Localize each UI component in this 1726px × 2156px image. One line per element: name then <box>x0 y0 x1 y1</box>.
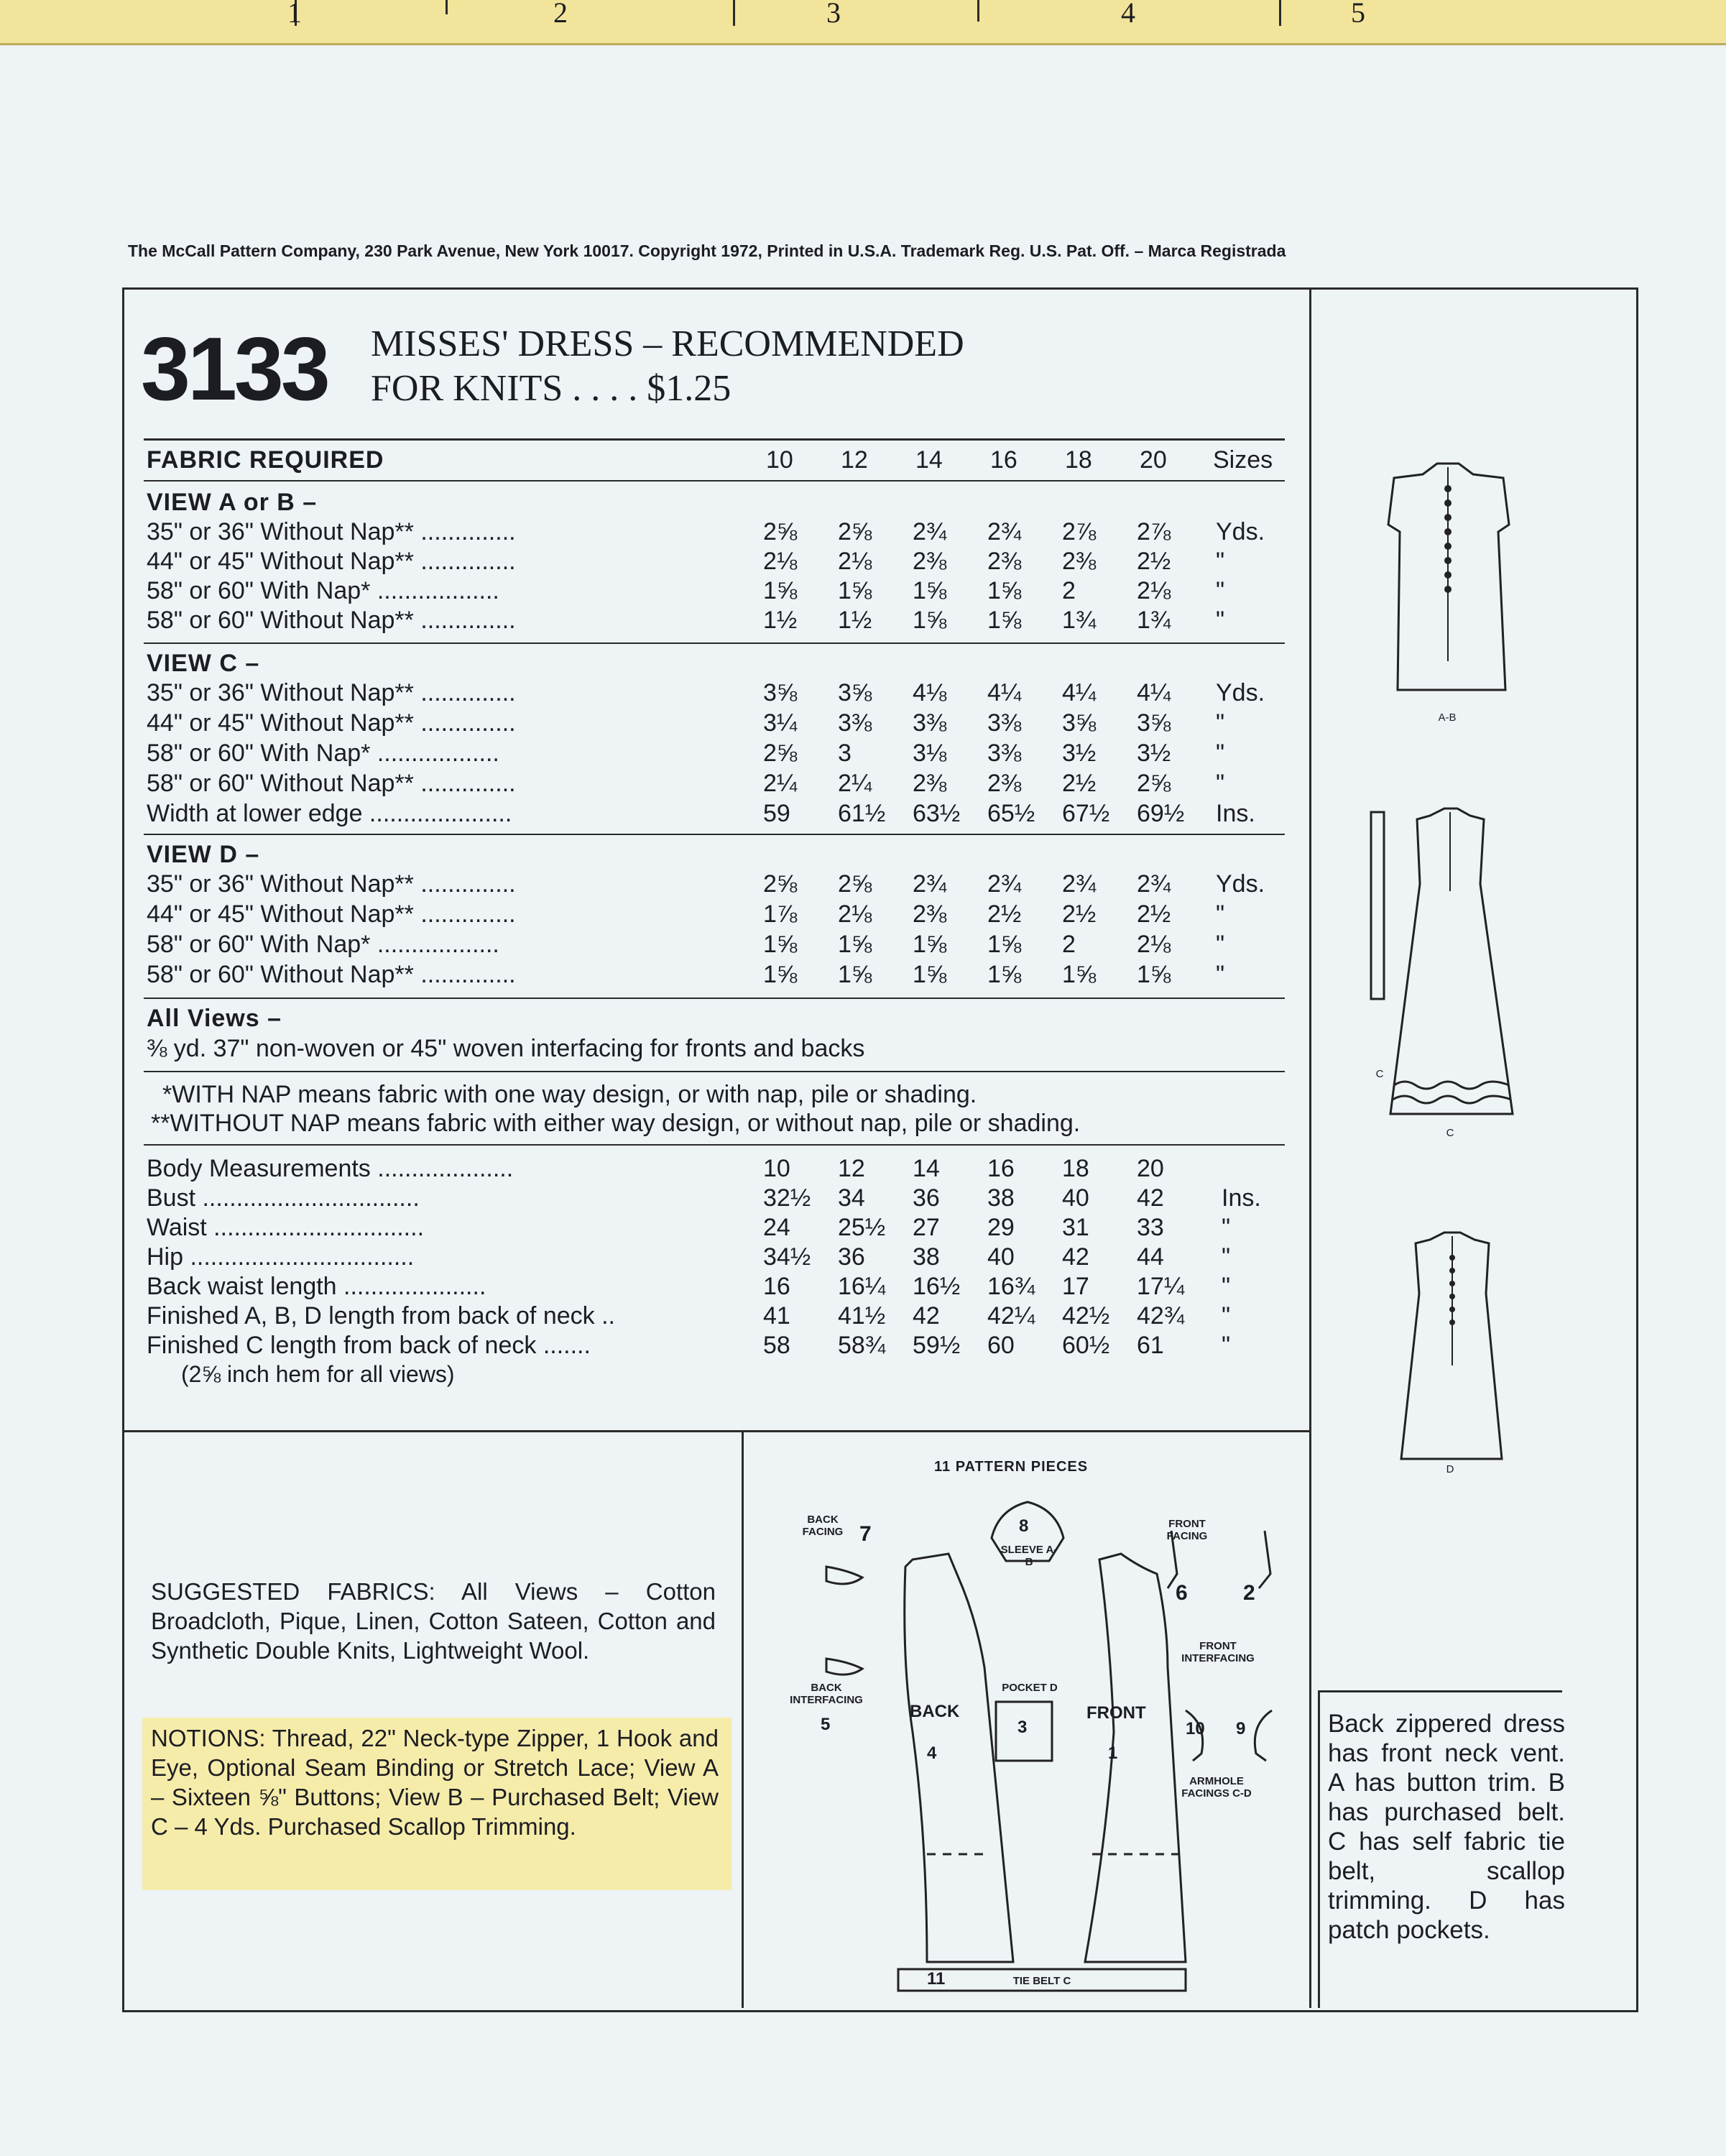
unit-cell: " <box>1216 548 1225 575</box>
unit-cell: Yds. <box>1216 679 1265 706</box>
value-cell: 38 <box>913 1243 940 1271</box>
value-cell: 2⅜ <box>987 770 1022 797</box>
button-icon <box>1449 1281 1455 1286</box>
value-cell: 1⅝ <box>987 961 1022 988</box>
sizes-label: Sizes <box>1213 446 1273 474</box>
value-cell: 2¾ <box>1062 870 1097 898</box>
value-cell: 3½ <box>1137 740 1171 767</box>
table-rule <box>144 1071 1285 1072</box>
value-cell: 3⅛ <box>913 740 947 767</box>
value-cell: 2⅝ <box>838 870 872 898</box>
value-cell: 1⅝ <box>913 577 947 604</box>
value-cell: 17¼ <box>1137 1273 1185 1300</box>
unit-cell: Ins. <box>1222 1184 1261 1212</box>
value-cell: 16½ <box>913 1273 961 1300</box>
with-nap-note: *WITH NAP means fabric with one way design, or with nap, pile or shading. <box>162 1081 977 1108</box>
value-cell: 1⅝ <box>763 577 798 604</box>
pattern-pieces-title: 11 PATTERN PIECES <box>934 1459 1089 1475</box>
button-icon <box>1444 485 1452 492</box>
value-cell: 3⅜ <box>838 709 872 737</box>
value-cell: 16 <box>763 1273 790 1300</box>
ruler-number: 3 <box>826 0 841 29</box>
row-label: 44" or 45" Without Nap** .............. <box>147 900 516 928</box>
unit-cell: " <box>1222 1302 1231 1330</box>
value-cell: 27 <box>913 1214 940 1241</box>
value-cell: 1½ <box>838 607 872 634</box>
unit-cell: " <box>1222 1243 1231 1271</box>
value-cell: 60 <box>987 1332 1015 1359</box>
value-cell: 38 <box>987 1184 1015 1212</box>
value-cell: 4¼ <box>1062 679 1097 706</box>
row-label: Finished C length from back of neck ....... <box>147 1332 591 1359</box>
tie-belt-label: TIE BELT C <box>1012 1975 1071 1987</box>
value-cell: 1⅝ <box>838 961 872 988</box>
value-cell: 3½ <box>1062 740 1097 767</box>
view-ab-title: VIEW A or B – <box>147 489 318 516</box>
value-cell: 1⅝ <box>1137 961 1171 988</box>
button-icon <box>1444 499 1452 507</box>
value-cell: 16 <box>987 1155 1015 1182</box>
value-cell: 1⅝ <box>763 931 798 958</box>
value-cell: 25½ <box>838 1214 886 1241</box>
value-cell: 59 <box>763 800 790 827</box>
value-cell: 42½ <box>1062 1302 1110 1330</box>
unit-cell: " <box>1216 709 1225 737</box>
value-cell: 2⅛ <box>838 548 872 575</box>
back-interfacing-label: BACK INTERFACING <box>790 1682 863 1706</box>
value-cell: 17 <box>1062 1273 1089 1300</box>
value-cell: 2¼ <box>838 770 872 797</box>
row-label: Waist ............................... <box>147 1214 425 1241</box>
value-cell: 2½ <box>1137 548 1171 575</box>
button-icon <box>1444 571 1452 579</box>
value-cell: 4¼ <box>987 679 1022 706</box>
row-label: 58" or 60" With Nap* .................. <box>147 577 499 604</box>
front-facing-number: 6 <box>1176 1581 1188 1605</box>
value-cell: 40 <box>1062 1184 1089 1212</box>
button-icon <box>1449 1307 1455 1312</box>
view-d-label: D <box>1446 1463 1454 1475</box>
view-ab-illustration <box>1365 446 1538 719</box>
dress-outline <box>1390 808 1513 1114</box>
value-cell: 2⅝ <box>763 518 798 545</box>
view-ab-label: A-B <box>1438 711 1457 724</box>
front-interfacing-number: 2 <box>1243 1581 1255 1605</box>
ruler-number: 5 <box>1351 0 1365 29</box>
value-cell: 58¾ <box>838 1332 886 1359</box>
value-cell: 34½ <box>763 1243 811 1271</box>
description-box-top <box>1318 1690 1562 1692</box>
value-cell: 10 <box>763 1155 790 1182</box>
value-cell: 2 <box>1062 931 1076 958</box>
button-icon <box>1449 1268 1455 1273</box>
button-icon <box>1449 1294 1455 1299</box>
value-cell: 34 <box>838 1184 865 1212</box>
value-cell: 1⅝ <box>763 961 798 988</box>
value-cell: 1⅝ <box>913 607 947 634</box>
dress-description: Back zippered dress has front neck vent. A has button trim. B has purchased belt. C has self fabric tie belt, scallop trimming. D has patch pockets. <box>1328 1710 1565 1944</box>
value-cell: 1¾ <box>1062 607 1097 634</box>
sleeve-label: SLEEVE A-B <box>1000 1544 1058 1568</box>
row-label: 58" or 60" With Nap* .................. <box>147 931 499 958</box>
view-c-illustration <box>1365 798 1538 1128</box>
row-label: Back waist length ..................... <box>147 1273 486 1300</box>
view-c-label: C <box>1446 1127 1454 1139</box>
value-cell: 3⅜ <box>987 709 1022 737</box>
value-cell: 1⅝ <box>1062 961 1097 988</box>
value-cell: 2¾ <box>913 870 947 898</box>
armhole-number: 10 <box>1186 1719 1205 1738</box>
value-cell: 1½ <box>763 607 798 634</box>
value-cell: 2⅞ <box>1137 518 1171 545</box>
value-cell: 3⅝ <box>838 679 872 706</box>
row-label: Hip ................................. <box>147 1243 415 1271</box>
notions: NOTIONS: Thread, 22" Neck-type Zipper, 1 Hook and Eye, Optional Seam Binding or Stretch Lace; View A – Sixteen ⅝" Buttons; View B – Purchased Belt; View C – 4 Yds. Purchased Scallop Trimming. <box>151 1725 719 1840</box>
pattern-number: 3133 <box>141 320 328 419</box>
title-line: FOR KNITS . . . . $1.25 <box>371 368 732 409</box>
value-cell: 2½ <box>1137 900 1171 928</box>
value-cell: 40 <box>987 1243 1015 1271</box>
hem-note: (2⅝ inch hem for all views) <box>181 1361 455 1387</box>
scallop-trim <box>1393 1096 1511 1103</box>
size-cell: 14 <box>915 446 943 474</box>
view-c-belt-label: C <box>1375 1068 1384 1080</box>
front-interfacing-label: FRONT INTERFACING <box>1181 1640 1255 1664</box>
value-cell: 44 <box>1137 1243 1164 1271</box>
table-rule <box>144 480 1285 482</box>
armhole-facing-outline <box>1255 1710 1272 1761</box>
value-cell: 3⅝ <box>1137 709 1171 737</box>
value-cell: 58 <box>763 1332 790 1359</box>
back-facing-label: BACK FACING <box>802 1514 844 1538</box>
table-rule <box>144 998 1285 999</box>
value-cell: 32½ <box>763 1184 811 1212</box>
value-cell: 2¾ <box>913 518 947 545</box>
value-cell: 2⅛ <box>1137 577 1171 604</box>
button-icon <box>1449 1255 1455 1261</box>
value-cell: 2½ <box>1062 770 1097 797</box>
row-label: Body Measurements .................... <box>147 1155 514 1182</box>
ruler-number: 4 <box>1121 0 1135 29</box>
ruler-tick <box>1279 0 1281 26</box>
value-cell: 2¼ <box>763 770 798 797</box>
value-cell: 29 <box>987 1214 1015 1241</box>
unit-cell: " <box>1216 961 1225 988</box>
table-rule <box>144 834 1285 835</box>
value-cell: 2⅜ <box>987 548 1022 575</box>
pattern-title <box>371 322 964 411</box>
value-cell: 63½ <box>913 800 961 827</box>
value-cell: 16¾ <box>987 1273 1035 1300</box>
value-cell: 1⅝ <box>838 931 872 958</box>
ruler-tick <box>977 0 979 22</box>
value-cell: 42¾ <box>1137 1302 1185 1330</box>
ruler-number: 1 <box>287 0 302 29</box>
ruler-tick <box>446 0 448 14</box>
size-cell: 20 <box>1140 446 1167 474</box>
value-cell: 61 <box>1137 1332 1164 1359</box>
front-facing-label: FRONT FACING <box>1166 1518 1208 1542</box>
value-cell: 1⅝ <box>987 931 1022 958</box>
value-cell: 3⅝ <box>1062 709 1097 737</box>
value-cell: 2⅛ <box>763 548 798 575</box>
description-box-left <box>1318 1690 1320 2008</box>
lower-section-divider <box>122 1430 1311 1432</box>
armhole-number: 9 <box>1236 1719 1246 1738</box>
value-cell: 2⅜ <box>913 900 947 928</box>
value-cell: 2⅜ <box>913 548 947 575</box>
unit-cell: " <box>1216 607 1225 634</box>
back-number: 4 <box>927 1743 937 1763</box>
value-cell: 1⅝ <box>838 577 872 604</box>
size-cell: 10 <box>766 446 793 474</box>
measuring-tape <box>0 0 1726 45</box>
unit-cell: " <box>1216 931 1225 958</box>
value-cell: 59½ <box>913 1332 961 1359</box>
back-interfacing-number: 5 <box>821 1715 831 1734</box>
unit-cell: " <box>1216 577 1225 604</box>
value-cell: 3⅝ <box>763 679 798 706</box>
unit-cell: Yds. <box>1216 870 1265 898</box>
value-cell: 3 <box>838 740 852 767</box>
value-cell: 1⅞ <box>763 900 798 928</box>
row-label: 58" or 60" Without Nap** .............. <box>147 607 516 634</box>
fabric-required-heading: FABRIC REQUIRED <box>147 446 384 474</box>
button-icon <box>1444 586 1452 593</box>
front-piece-outline <box>1085 1554 1186 1962</box>
size-cell: 18 <box>1065 446 1092 474</box>
suggested-fabrics: SUGGESTED FABRICS: All Views – Cotton Broadcloth, Pique, Linen, Cotton Sateen, Cotton and Synthetic Double Knits, Lightweight Wool. <box>151 1578 716 1664</box>
value-cell: 69½ <box>1137 800 1185 827</box>
value-cell: 1⅝ <box>913 961 947 988</box>
unit-cell: " <box>1216 770 1225 797</box>
value-cell: 41½ <box>838 1302 886 1330</box>
value-cell: 36 <box>913 1184 940 1212</box>
unit-cell: " <box>1222 1214 1231 1241</box>
pattern-pieces-divider <box>742 1430 744 2008</box>
pocket-label: POCKET D <box>1002 1682 1058 1694</box>
front-number: 1 <box>1108 1743 1118 1763</box>
value-cell: 3¼ <box>763 709 798 737</box>
row-label: 44" or 45" Without Nap** .............. <box>147 709 516 737</box>
back-facing-number: 7 <box>859 1522 872 1546</box>
value-cell: 2½ <box>1062 900 1097 928</box>
table-rule <box>144 438 1285 441</box>
button-icon <box>1449 1319 1455 1325</box>
value-cell: 24 <box>763 1214 790 1241</box>
table-rule <box>144 642 1285 644</box>
value-cell: 2⅝ <box>838 518 872 545</box>
armhole-facings-label: ARMHOLE FACINGS C-D <box>1181 1775 1252 1800</box>
row-label: Bust ................................ <box>147 1184 420 1212</box>
value-cell: 36 <box>838 1243 865 1271</box>
tie-belt-outline <box>1371 812 1384 999</box>
value-cell: 1⅝ <box>987 607 1022 634</box>
without-nap-note: **WITHOUT NAP means fabric with either way design, or without nap, pile or shading. <box>151 1110 1081 1137</box>
value-cell: 31 <box>1062 1214 1089 1241</box>
row-label: 35" or 36" Without Nap** .............. <box>147 679 516 706</box>
unit-cell: " <box>1222 1273 1231 1300</box>
back-interfacing-outline <box>826 1659 862 1674</box>
value-cell: 18 <box>1062 1155 1089 1182</box>
table-rule <box>144 1144 1285 1146</box>
value-cell: 14 <box>913 1155 940 1182</box>
value-cell: 67½ <box>1062 800 1110 827</box>
row-label: 58" or 60" Without Nap** .............. <box>147 961 516 988</box>
row-label: 58" or 60" With Nap* .................. <box>147 740 499 767</box>
button-icon <box>1444 528 1452 535</box>
value-cell: 2⅝ <box>763 870 798 898</box>
ruler-tick <box>733 0 735 26</box>
copyright-line: The McCall Pattern Company, 230 Park Avenue, New York 10017. Copyright 1972, Printed in U.S.A. Trademark Reg. U.S. Pat. Off. – Marca Registrada <box>128 241 1286 260</box>
title-line: MISSES' DRESS – RECOMMENDED <box>371 323 964 364</box>
value-cell: 2¾ <box>1137 870 1171 898</box>
interfacing-note: ⅜ yd. 37" non-woven or 45" woven interfacing for fronts and backs <box>147 1035 865 1062</box>
row-label: Width at lower edge ..................... <box>147 800 512 827</box>
unit-cell: Ins. <box>1216 800 1255 827</box>
view-d-title: VIEW D – <box>147 841 260 868</box>
unit-cell: " <box>1216 740 1225 767</box>
front-label: FRONT <box>1086 1703 1146 1723</box>
row-label: 35" or 36" Without Nap** .............. <box>147 518 516 545</box>
value-cell: 3⅜ <box>913 709 947 737</box>
value-cell: 33 <box>1137 1214 1164 1241</box>
value-cell: 2⅜ <box>913 770 947 797</box>
view-d-illustration <box>1380 1222 1523 1466</box>
value-cell: 2⅝ <box>763 740 798 767</box>
value-cell: 20 <box>1137 1155 1164 1182</box>
value-cell: 1⅝ <box>913 931 947 958</box>
right-column-divider <box>1309 287 1311 2008</box>
value-cell: 1⅝ <box>987 577 1022 604</box>
value-cell: 42 <box>1137 1184 1164 1212</box>
button-icon <box>1444 557 1452 564</box>
tie-belt-number: 11 <box>927 1969 946 1989</box>
button-icon <box>1444 514 1452 521</box>
value-cell: 42 <box>913 1302 940 1330</box>
back-facing-outline <box>826 1567 862 1584</box>
value-cell: 2⅛ <box>838 900 872 928</box>
view-c-title: VIEW C – <box>147 650 260 677</box>
unit-cell: " <box>1222 1332 1231 1359</box>
scallop-trim <box>1394 1082 1509 1089</box>
value-cell: 2¾ <box>987 518 1022 545</box>
value-cell: 2¾ <box>987 870 1022 898</box>
value-cell: 4⅛ <box>913 679 947 706</box>
value-cell: 12 <box>838 1155 865 1182</box>
back-label: BACK <box>910 1702 960 1721</box>
size-cell: 16 <box>990 446 1017 474</box>
value-cell: 1¾ <box>1137 607 1171 634</box>
size-cell: 12 <box>841 446 868 474</box>
button-icon <box>1444 543 1452 550</box>
value-cell: 41 <box>763 1302 790 1330</box>
value-cell: 2⅛ <box>1137 931 1171 958</box>
value-cell: 60½ <box>1062 1332 1110 1359</box>
value-cell: 61½ <box>838 800 886 827</box>
pocket-number: 3 <box>1017 1718 1028 1737</box>
unit-cell: Yds. <box>1216 518 1265 545</box>
all-views-title: All Views – <box>147 1005 282 1032</box>
value-cell: 3⅜ <box>987 740 1022 767</box>
value-cell: 16¼ <box>838 1273 886 1300</box>
value-cell: 2⅝ <box>1137 770 1171 797</box>
front-interfacing-outline <box>1259 1531 1270 1588</box>
row-label: Finished A, B, D length from back of neck .. <box>147 1302 615 1330</box>
value-cell: 42 <box>1062 1243 1089 1271</box>
value-cell: 4¼ <box>1137 679 1171 706</box>
row-label: 44" or 45" Without Nap** .............. <box>147 548 516 575</box>
value-cell: 2 <box>1062 577 1076 604</box>
value-cell: 2⅜ <box>1062 548 1097 575</box>
value-cell: 42¼ <box>987 1302 1035 1330</box>
row-label: 58" or 60" Without Nap** .............. <box>147 770 516 797</box>
sleeve-number: 8 <box>1019 1516 1029 1536</box>
value-cell: 2⅞ <box>1062 518 1097 545</box>
unit-cell: " <box>1216 900 1225 928</box>
value-cell: 2½ <box>987 900 1022 928</box>
ruler-number: 2 <box>553 0 568 29</box>
row-label: 35" or 36" Without Nap** .............. <box>147 870 516 898</box>
value-cell: 65½ <box>987 800 1035 827</box>
